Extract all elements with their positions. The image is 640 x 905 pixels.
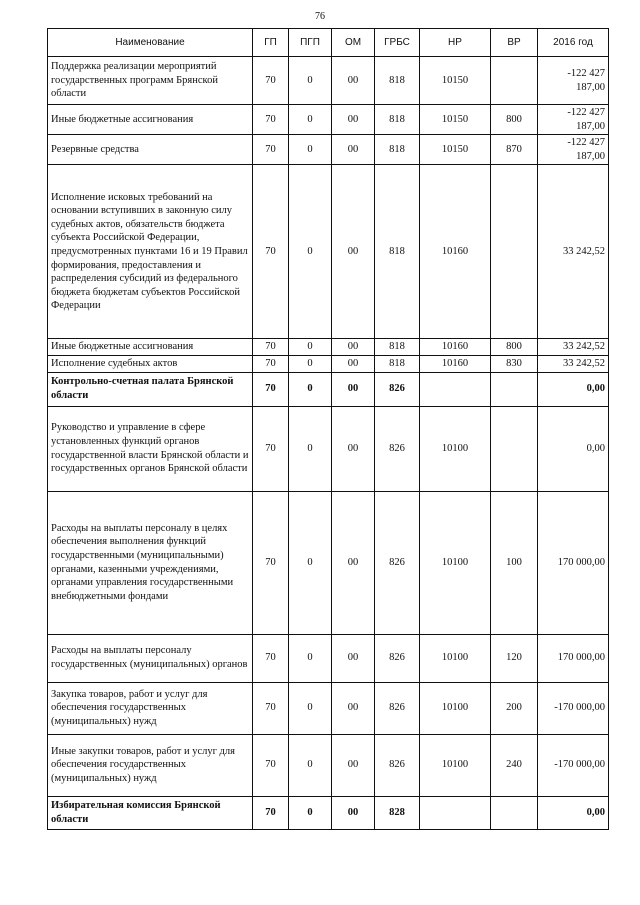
header-grbs: ГРБС — [375, 29, 420, 57]
row-amount: 33 242,52 — [538, 339, 609, 356]
row-grbs: 826 — [375, 406, 420, 491]
row-nr: 10100 — [420, 634, 491, 682]
table-row — [48, 339, 609, 356]
row-vr — [491, 165, 538, 339]
row-nr: 10150 — [420, 135, 491, 165]
row-vr — [491, 406, 538, 491]
row-pgp: 0 — [289, 734, 332, 796]
row-pgp: 0 — [289, 355, 332, 372]
row-nr: 10100 — [420, 734, 491, 796]
row-name: Исполнение судебных актов — [48, 355, 253, 372]
row-name: Исполнение исковых требований на основании вступивших в законную силу судебных актов, обязательств бюджета субъекта Российской Федерации, предусмотренных пунктами 16 и 19 Правил формирования, предоставления и распределения субсидий из федерального бюджета бюджетам субъектов Российской Федерации — [48, 165, 253, 339]
row-amount: -170 000,00 — [538, 682, 609, 734]
row-om: 00 — [332, 355, 375, 372]
row-pgp: 0 — [289, 372, 332, 406]
table-row — [48, 796, 609, 829]
row-name: Иные закупки товаров, работ и услуг для обеспечения государственных (муниципальных) нужд — [48, 734, 253, 796]
table-row — [48, 105, 609, 135]
row-grbs: 826 — [375, 491, 420, 634]
row-gp: 70 — [253, 634, 289, 682]
table-row — [48, 734, 609, 796]
row-vr: 100 — [491, 491, 538, 634]
row-gp: 70 — [253, 165, 289, 339]
row-vr: 200 — [491, 682, 538, 734]
row-gp: 70 — [253, 372, 289, 406]
row-nr — [420, 372, 491, 406]
row-nr: 10150 — [420, 105, 491, 135]
header-name: Наименование — [48, 29, 253, 57]
row-gp: 70 — [253, 105, 289, 135]
row-nr: 10150 — [420, 57, 491, 105]
row-om: 00 — [332, 57, 375, 105]
row-grbs: 818 — [375, 165, 420, 339]
row-om: 00 — [332, 165, 375, 339]
table-row — [48, 57, 609, 105]
row-om: 00 — [332, 491, 375, 634]
row-om: 00 — [332, 372, 375, 406]
row-gp: 70 — [253, 734, 289, 796]
row-pgp: 0 — [289, 796, 332, 829]
header-nr: НР — [420, 29, 491, 57]
row-vr: 120 — [491, 634, 538, 682]
row-name: Руководство и управление в сфере установленных функций органов государственной власти Брянской области и государственных органов Брянской области — [48, 406, 253, 491]
row-grbs: 818 — [375, 135, 420, 165]
table-header-row — [48, 29, 609, 57]
row-name: Расходы на выплаты персоналу в целях обеспечения выполнения функций государственными (муниципальными) органами, казенными учреждениями, органами управления государственными внебюджетными фондами — [48, 491, 253, 634]
row-vr — [491, 57, 538, 105]
header-om: ОМ — [332, 29, 375, 57]
row-om: 00 — [332, 734, 375, 796]
row-amount: -122 427 187,00 — [538, 57, 609, 105]
row-amount: 170 000,00 — [538, 634, 609, 682]
row-om: 00 — [332, 105, 375, 135]
row-name: Расходы на выплаты персоналу государственных (муниципальных) органов — [48, 634, 253, 682]
row-name: Контрольно-счетная палата Брянской области — [48, 372, 253, 406]
row-om: 00 — [332, 339, 375, 356]
row-vr: 800 — [491, 105, 538, 135]
table-row — [48, 634, 609, 682]
row-pgp: 0 — [289, 406, 332, 491]
row-pgp: 0 — [289, 634, 332, 682]
row-name: Избирательная комиссия Брянской области — [48, 796, 253, 829]
row-om: 00 — [332, 682, 375, 734]
row-name: Поддержка реализации мероприятий государственных программ Брянской области — [48, 57, 253, 105]
row-vr: 800 — [491, 339, 538, 356]
header-gp: ГП — [253, 29, 289, 57]
row-gp: 70 — [253, 796, 289, 829]
row-grbs: 828 — [375, 796, 420, 829]
row-grbs: 818 — [375, 339, 420, 356]
row-nr: 10160 — [420, 355, 491, 372]
row-amount: 0,00 — [538, 372, 609, 406]
row-vr — [491, 372, 538, 406]
row-vr: 240 — [491, 734, 538, 796]
row-name: Резервные средства — [48, 135, 253, 165]
row-grbs: 818 — [375, 105, 420, 135]
budget-table — [47, 28, 609, 830]
row-pgp: 0 — [289, 339, 332, 356]
row-amount: 33 242,52 — [538, 355, 609, 372]
row-name: Иные бюджетные ассигнования — [48, 339, 253, 356]
row-amount: -122 427 187,00 — [538, 105, 609, 135]
row-nr: 10100 — [420, 491, 491, 634]
row-grbs: 826 — [375, 734, 420, 796]
row-grbs: 826 — [375, 634, 420, 682]
row-grbs: 826 — [375, 682, 420, 734]
row-pgp: 0 — [289, 165, 332, 339]
row-grbs: 826 — [375, 372, 420, 406]
row-gp: 70 — [253, 682, 289, 734]
header-amount: 2016 год — [538, 29, 609, 57]
row-om: 00 — [332, 796, 375, 829]
row-amount: 33 242,52 — [538, 165, 609, 339]
row-pgp: 0 — [289, 491, 332, 634]
row-amount: -122 427 187,00 — [538, 135, 609, 165]
row-pgp: 0 — [289, 135, 332, 165]
table-row — [48, 165, 609, 339]
row-om: 00 — [332, 634, 375, 682]
table-row — [48, 682, 609, 734]
row-om: 00 — [332, 135, 375, 165]
row-gp: 70 — [253, 339, 289, 356]
row-grbs: 818 — [375, 57, 420, 105]
row-pgp: 0 — [289, 682, 332, 734]
row-om: 00 — [332, 406, 375, 491]
row-gp: 70 — [253, 491, 289, 634]
table-row — [48, 355, 609, 372]
row-gp: 70 — [253, 406, 289, 491]
header-pgp: ПГП — [289, 29, 332, 57]
row-gp: 70 — [253, 355, 289, 372]
row-vr: 830 — [491, 355, 538, 372]
table-row — [48, 406, 609, 491]
row-nr: 10160 — [420, 165, 491, 339]
page-number: 76 — [315, 11, 325, 22]
row-nr: 10100 — [420, 682, 491, 734]
table-row — [48, 135, 609, 165]
row-gp: 70 — [253, 135, 289, 165]
table-row — [48, 491, 609, 634]
row-amount: 0,00 — [538, 796, 609, 829]
row-nr: 10160 — [420, 339, 491, 356]
row-vr — [491, 796, 538, 829]
row-grbs: 818 — [375, 355, 420, 372]
row-amount: 170 000,00 — [538, 491, 609, 634]
row-amount: 0,00 — [538, 406, 609, 491]
row-pgp: 0 — [289, 57, 332, 105]
row-nr: 10100 — [420, 406, 491, 491]
header-vr: ВР — [491, 29, 538, 57]
row-name: Закупка товаров, работ и услуг для обеспечения государственных (муниципальных) нужд — [48, 682, 253, 734]
row-nr — [420, 796, 491, 829]
row-name: Иные бюджетные ассигнования — [48, 105, 253, 135]
row-pgp: 0 — [289, 105, 332, 135]
row-amount: -170 000,00 — [538, 734, 609, 796]
row-vr: 870 — [491, 135, 538, 165]
table-row — [48, 372, 609, 406]
row-gp: 70 — [253, 57, 289, 105]
